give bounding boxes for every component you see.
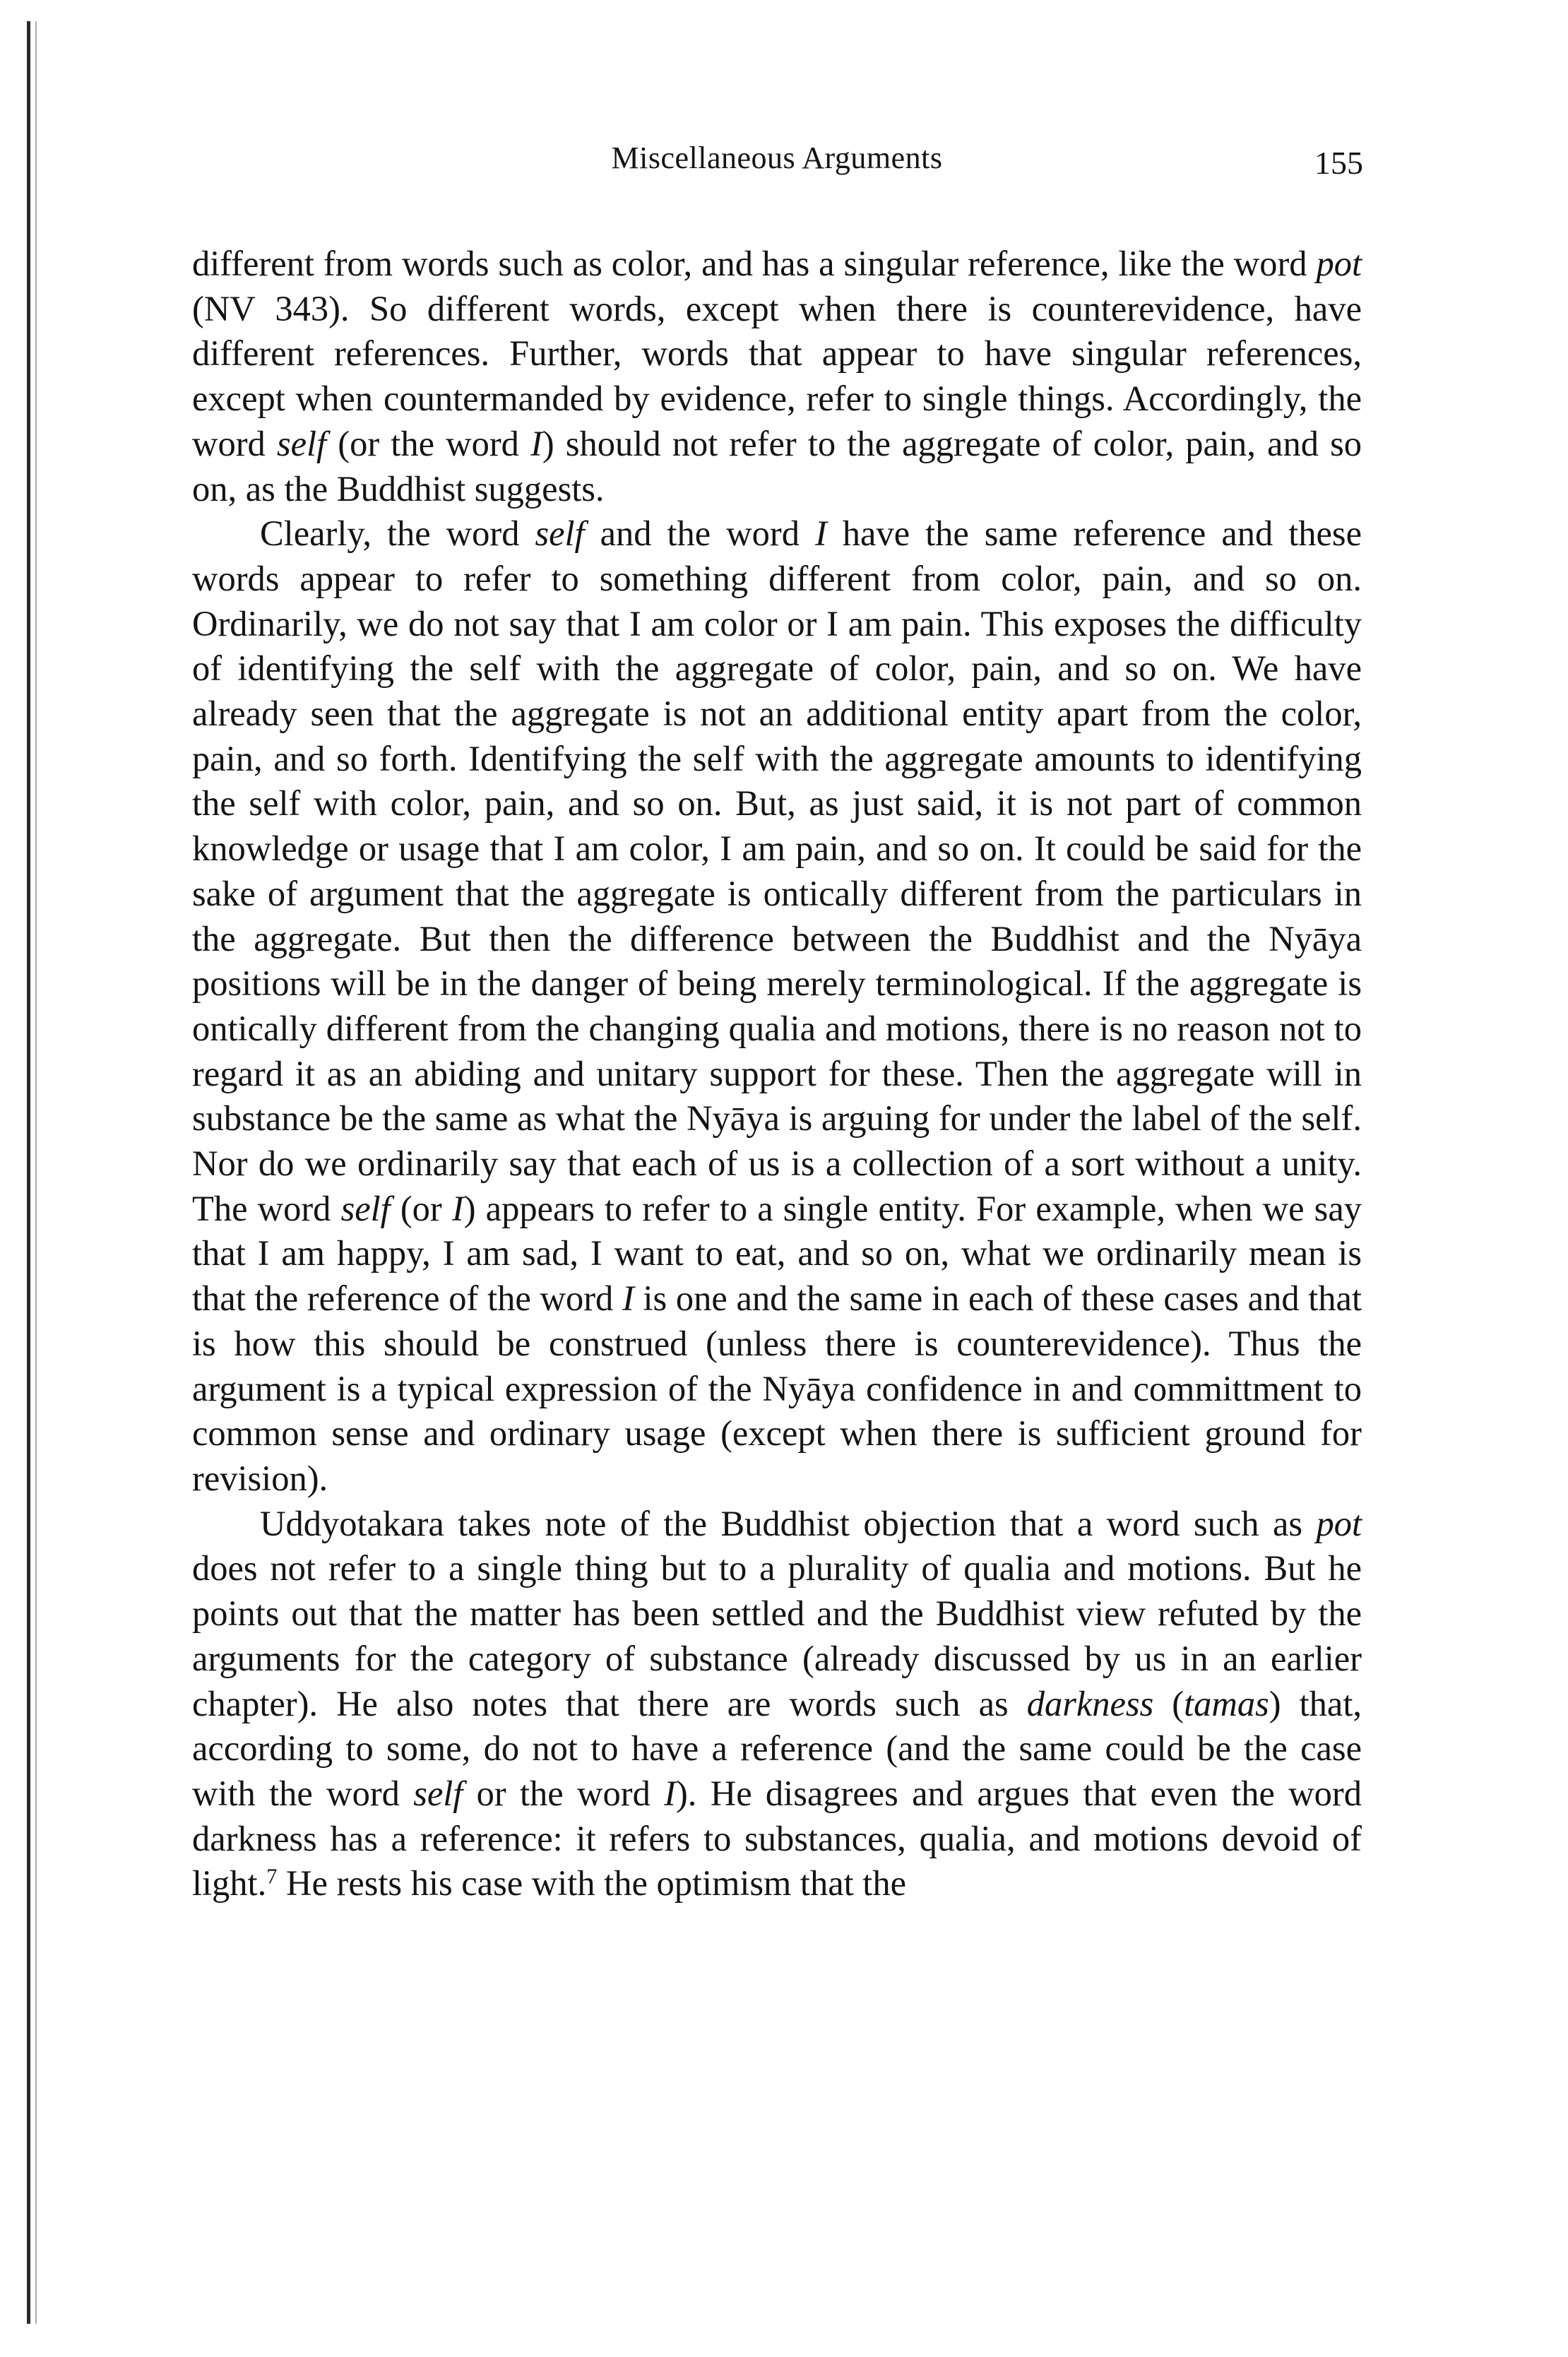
italic-term: self <box>535 513 585 554</box>
text-run: Clearly, the word <box>260 513 535 554</box>
text-run: ). He disagrees and argues that even the word darkness has a reference: it refers to substances, qualia, and motions devoid of light. <box>192 1773 1362 1904</box>
italic-term: pot <box>1316 1503 1362 1543</box>
italic-term: I <box>530 423 542 463</box>
running-head <box>191 140 1363 189</box>
text-run: different from words such as color, and has a singular reference, like the word <box>192 244 1317 283</box>
text-run: and the word <box>584 513 815 554</box>
text-run: He rests his case with the optimism that the <box>277 1863 906 1904</box>
italic-term: I <box>814 513 827 554</box>
text-run: Uddyotakara takes note of the Buddhist objection that a word such as <box>260 1503 1317 1543</box>
paragraph-2 <box>192 511 1362 1501</box>
text-run: (or the word <box>326 423 531 463</box>
text-run: or the word <box>463 1773 665 1813</box>
text-run: is one and the same in each of these cases and that is how this should be construed (unless there is counterevidence). Thus the argument is a typical expression of the Nyāya confidence in and committment to common sense and ordinary usage (except when there is sufficient ground for revision). <box>192 1278 1362 1498</box>
text-run: (NV 343). So different words, except when there is counterevidence, have different references. Further, words that appear to have singular references, except when countermanded by evidence, refer to single things. Accordingly, the word <box>192 288 1362 463</box>
text-run: ) that, according to some, do not to have a reference (and the same could be the case with the word <box>192 1683 1362 1813</box>
page-number: 155 <box>1314 145 1363 181</box>
text-run: ) appears to refer to a single entity. For example, when we say that I am happy, I am sad, I want to eat, and so on, what we ordinarily mean is that the reference of the word <box>192 1188 1362 1319</box>
footnote-reference: 7 <box>266 1864 278 1889</box>
italic-term: pot <box>1316 244 1362 283</box>
text-run: ( <box>1153 1683 1184 1723</box>
italic-term: I <box>622 1278 634 1319</box>
text-run: have the same reference and these words appear to refer to something different from color, pain, and so on. Ordinarily, we do not say that I am color or I am pain. This exposes the difficulty of identifying the self with the aggregate of color, pain, and so on. We have already seen that the aggregate is not an additional entity apart from the color, pain, and so forth. Identifying the self with the aggregate amounts to identifying the self with color, pain, and so on. But, as just said, it is not part of common knowledge or usage that I am color, I am pain, and so on. It could be said for the sake of argument that the aggregate is ontically different from the particulars in the aggregate. But then the difference between the Buddhist and the Nyāya positions will be in the danger of being merely terminological. If the aggregate is ontically different from the changing qualia and motions, there is no reason not to regard it as an abiding and unitary support for these. Then the aggregate will in substance be the same as what the Nyāya is arguing for under the label of the self. Nor do we ordinarily say that each of us is a collection of a sort without a unity. The word <box>192 513 1362 1228</box>
body-text <box>192 242 1362 1906</box>
italic-term: self <box>276 423 327 463</box>
text-run: ) should not refer to the aggregate of color, pain, and so on, as the Buddhist suggests. <box>192 423 1362 509</box>
paragraph-1 <box>192 242 1362 511</box>
italic-term: I <box>664 1773 676 1813</box>
running-title: Miscellaneous Arguments <box>611 141 943 175</box>
paragraph-3 <box>192 1502 1362 1906</box>
italic-term: darkness <box>1026 1683 1154 1723</box>
italic-term: self <box>413 1773 463 1813</box>
text-run: (or <box>390 1188 452 1228</box>
italic-term: self <box>340 1188 391 1228</box>
italic-term: I <box>451 1188 464 1228</box>
italic-term: tamas <box>1184 1683 1269 1723</box>
text-run: does not refer to a single thing but to a plurality of qualia and motions. But he points out that the matter has been settled and the Buddhist view refuted by the arguments for the category of substance (already discussed by us in an earlier chapter). He also notes that there are words such as <box>192 1548 1362 1723</box>
